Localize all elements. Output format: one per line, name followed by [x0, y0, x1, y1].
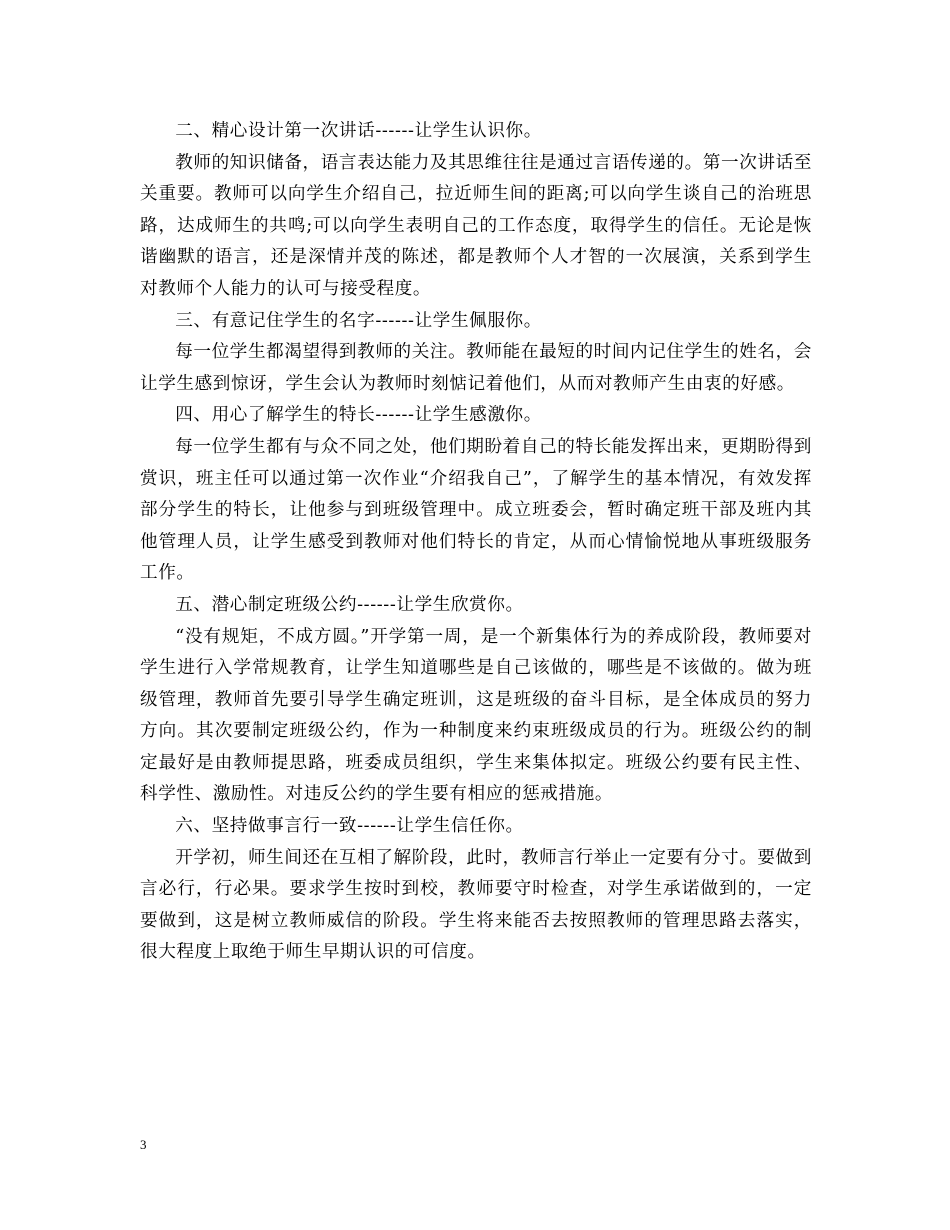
section-heading-4: 四、用心了解学生的特长------让学生感激你。 — [175, 405, 542, 426]
body-paragraph: 每一位学生都有与众不同之处，他们期盼着自己的特长能发挥出来，更期盼得到赏识，班主任可以通过第一次作业“介绍我自己”，了解学生的基本情况，有效发挥部分学生的特长，让他参与到班级管理中。成立班委会，暂时确定班干部及班内其他管理人员，让学生感受到教师对他们特长的肯定，从而心情愉悦地从事班级服务工作。 — [140, 436, 812, 584]
body-paragraph: 教师的知识储备，语言表达能力及其思维往往是通过言语传递的。第一次讲话至关重要。教师可以向学生介绍自己，拉近师生间的距离;可以向学生谈自己的治班思路，达成师生的共鸣;可以向学生表明自己的工作态度，取得学生的信任。无论是恢谐幽默的语言，还是深情并茂的陈述，都是教师个人才智的一次展演，关系到学生对教师个人能力的认可与接受程度。 — [140, 152, 812, 299]
page-number: 3 — [140, 1137, 147, 1152]
document-body — [140, 116, 812, 969]
body-paragraph: 开学初，师生间还在互相了解阶段，此时，教师言行举止一定要有分寸。要做到言必行，行必果。要求学生按时到校，教师要守时检查，对学生承诺做到的，一定要做到，这是树立教师威信的阶段。学生将来能否去按照教师的管理思路去落实，很大程度上取绝于师生早期认识的可信度。 — [140, 847, 812, 963]
body-paragraph: “没有规矩，不成方圆。”开学第一周，是一个新集体行为的养成阶段，教师要对学生进行入学常规教育，让学生知道哪些是自己该做的，哪些是不该做的。做为班级管理，教师首先要引导学生确定班训，这是班级的奋斗目标，是全体成员的努力方向。其次要制定班级公约，作为一种制度来约束班级成员的行为。班级公约的制定最好是由教师提思路，班委成员组织，学生来集体拟定。班级公约要有民主性、科学性、激励性。对违反公约的学生要有相应的惩戒措施。 — [140, 626, 812, 805]
body-paragraph: 每一位学生都渴望得到教师的关注。教师能在最短的时间内记住学生的姓名，会让学生感到惊讶，学生会认为教师时刻惦记着他们，从而对教师产生由衷的好感。 — [140, 342, 812, 394]
section-heading-2: 二、精心设计第一次讲话------让学生认识你。 — [175, 121, 542, 141]
section-heading-6: 六、坚持做事言行一致------让学生信任你。 — [175, 816, 524, 837]
section-heading-5: 五、潜心制定班级公约------让学生欣赏你。 — [175, 594, 524, 615]
section-heading-3: 三、有意记住学生的名字------让学生佩服你。 — [175, 310, 542, 331]
